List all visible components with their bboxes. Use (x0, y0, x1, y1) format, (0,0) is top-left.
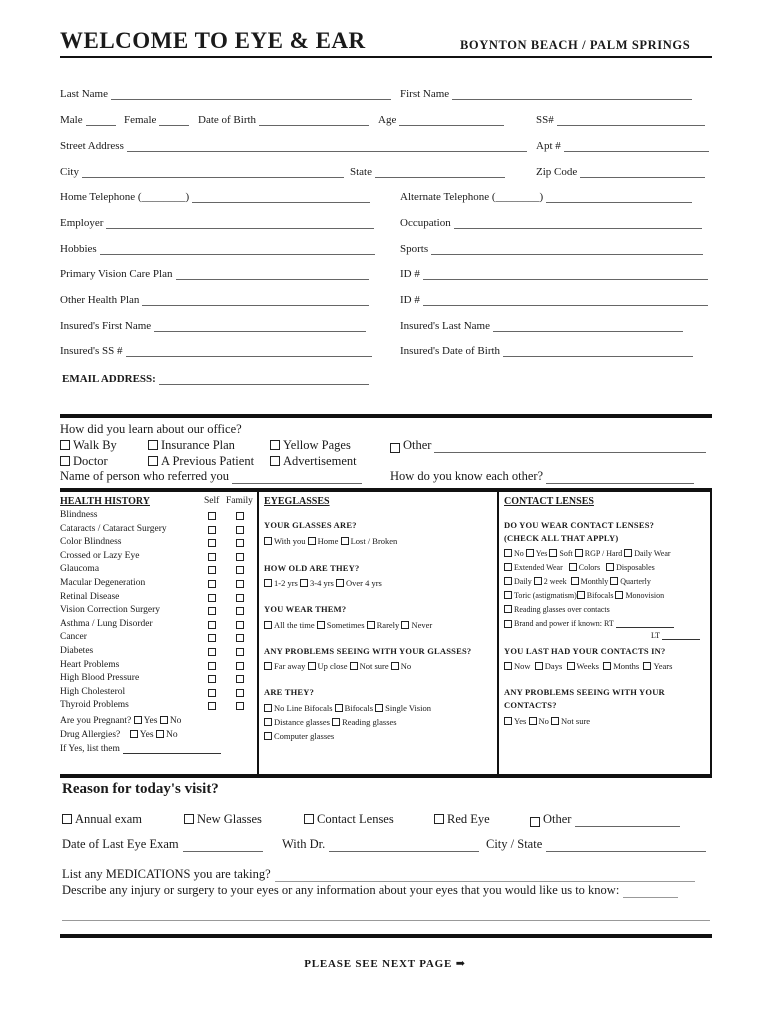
contacts-q2: YOU LAST HAD YOUR CONTACTS IN? (504, 646, 666, 656)
insured-last-field[interactable] (400, 320, 683, 332)
self-checkbox[interactable] (208, 553, 216, 561)
list-allergies-field[interactable]: If Yes, list them (60, 744, 221, 754)
self-checkbox[interactable] (208, 702, 216, 710)
glasses-q2-options[interactable]: 1-2 yrs 3-4 yrs Over 4 yrs (264, 578, 382, 588)
vision-plan-field[interactable] (60, 268, 369, 280)
family-checkbox[interactable] (236, 675, 244, 683)
medications-field[interactable]: List any MEDICATIONS you are taking? (62, 867, 695, 882)
glasses-q2: HOW OLD ARE THEY? (264, 563, 360, 573)
section-rule-1 (60, 414, 712, 418)
family-checkbox[interactable] (236, 566, 244, 574)
checkbox-icon (62, 814, 72, 824)
checkbox-icon (184, 814, 194, 824)
insurance-plan-option[interactable]: Insurance Plan (148, 438, 235, 453)
self-checkbox[interactable] (208, 648, 216, 656)
checkbox-icon (60, 440, 70, 450)
first-name-label: First Name (400, 88, 450, 100)
injury-field[interactable]: Describe any injury or surgery to your eyes or any information about your eyes that you would like us to know: (62, 883, 678, 898)
checkbox-icon (148, 456, 158, 466)
family-header: Family (226, 496, 253, 506)
dob-label: Date of Birth (198, 114, 257, 126)
checkbox-icon (390, 443, 400, 453)
alt-phone-field[interactable] (400, 191, 692, 203)
family-checkbox[interactable] (236, 553, 244, 561)
checkbox-icon (148, 440, 158, 450)
health-item: Diabetes (60, 646, 94, 656)
glasses-q5-options-b[interactable]: Distance glasses Reading glasses (264, 717, 397, 727)
red-eye-option[interactable]: Red Eye (434, 812, 490, 827)
insured-first-label: Insured's First Name (60, 320, 152, 332)
health-plan-field[interactable] (60, 294, 369, 306)
family-checkbox[interactable] (236, 526, 244, 534)
health-item: Cancer (60, 632, 87, 643)
health-item: Asthma / Lung Disorder (60, 618, 153, 629)
self-checkbox[interactable] (208, 662, 216, 670)
zip-field[interactable] (536, 166, 705, 178)
glasses-q1-options[interactable]: With you Home Lost / Broken (264, 536, 397, 546)
self-checkbox[interactable] (208, 526, 216, 534)
id1-label: ID # (400, 268, 420, 280)
injury-line[interactable] (62, 920, 710, 921)
checkbox-icon (304, 814, 314, 824)
glasses-q5-options-a[interactable]: No Line Bifocals Bifocals Single Vision (264, 703, 431, 713)
form-title: WELCOME TO EYE & EAR (60, 28, 366, 53)
health-item: Thyroid Problems (60, 700, 129, 711)
checkbox-icon (270, 440, 280, 450)
column-divider-2 (497, 492, 499, 774)
contacts-q3b: CONTACTS? (504, 700, 557, 710)
insured-ss-label: Insured's SS # (60, 345, 123, 357)
visit-title: Reason for today's visit? (62, 781, 219, 797)
family-checkbox[interactable] (236, 512, 244, 520)
female-field[interactable] (124, 114, 189, 126)
know-field[interactable]: How do you know each other? (390, 469, 694, 484)
lt-field[interactable]: LT (651, 631, 700, 640)
checkbox-icon (60, 456, 70, 466)
contacts-title: CONTACT LENSES (504, 496, 594, 507)
health-item: Heart Problems (60, 659, 120, 670)
with-dr-field[interactable]: With Dr. (282, 837, 479, 852)
family-checkbox[interactable] (236, 634, 244, 642)
insured-dob-field[interactable] (400, 345, 693, 357)
last-name-field[interactable] (60, 88, 391, 100)
doctor-option[interactable]: Doctor (60, 454, 108, 469)
family-checkbox[interactable] (236, 580, 244, 588)
city-state-field[interactable]: City / State (486, 837, 706, 852)
occupation-field[interactable] (400, 217, 702, 229)
female-label: Female (124, 114, 157, 126)
hobbies-field[interactable] (60, 243, 375, 255)
annual-exam-option[interactable]: Annual exam (62, 812, 142, 827)
section-rule-2 (60, 488, 712, 492)
header-rule (60, 56, 712, 58)
street-field[interactable] (60, 140, 527, 152)
other-option[interactable]: Other (390, 438, 706, 453)
health-item: High Cholesterol (60, 686, 126, 697)
self-checkbox[interactable] (208, 539, 216, 547)
insured-dob-label: Insured's Date of Birth (400, 345, 501, 357)
advertisement-option[interactable]: Advertisement (270, 454, 357, 469)
state-label: State (350, 166, 372, 178)
self-checkbox[interactable] (208, 594, 216, 602)
contacts-q2-options[interactable]: Now Days Weeks Months Years (504, 661, 672, 671)
family-checkbox[interactable] (236, 607, 244, 615)
health-history-title: HEALTH HISTORY (60, 496, 150, 507)
section-rule-3 (60, 774, 712, 778)
apt-label: Apt # (536, 140, 561, 152)
column-right-border (710, 492, 712, 774)
contacts-row2[interactable]: Extended Wear Colors Disposables (504, 563, 655, 572)
health-item: Color Blindness (60, 537, 122, 548)
family-checkbox[interactable] (236, 689, 244, 697)
male-field[interactable] (60, 114, 116, 126)
first-name-field[interactable] (400, 88, 692, 100)
previous-patient-option[interactable]: A Previous Patient (148, 454, 254, 469)
self-checkbox[interactable] (208, 607, 216, 615)
contacts-q3: ANY PROBLEMS SEEING WITH YOUR (504, 687, 665, 697)
street-label: Street Address (60, 140, 124, 152)
family-checkbox[interactable] (236, 621, 244, 629)
checkbox-icon (270, 456, 280, 466)
glasses-q3-options[interactable]: All the time Sometimes Rarely Never (264, 620, 432, 630)
health-item: Vision Correction Surgery (60, 605, 161, 616)
self-header: Self (204, 496, 220, 506)
health-item: Blindness (60, 510, 98, 520)
walk-by-option[interactable]: Walk By (60, 438, 117, 453)
glasses-q5-options-c[interactable]: Computer glasses (264, 731, 334, 741)
email-label: EMAIL ADDRESS: (62, 373, 156, 385)
sports-label: Sports (400, 243, 429, 255)
contact-lenses-option[interactable]: Contact Lenses (304, 812, 394, 827)
insured-ss-field[interactable] (60, 345, 372, 357)
contacts-q1b: (CHECK ALL THAT APPLY) (504, 533, 619, 543)
contacts-row5[interactable]: Reading glasses over contacts (504, 605, 610, 614)
insured-first-field[interactable] (60, 320, 366, 332)
health-item: Retinal Disease (60, 591, 120, 602)
state-field[interactable] (350, 166, 505, 178)
family-checkbox[interactable] (236, 662, 244, 670)
checkbox-icon (434, 814, 444, 824)
contacts-q1: DO YOU WEAR CONTACT LENSES? (504, 520, 655, 530)
checkbox-icon (160, 716, 168, 724)
city-label: City (60, 166, 79, 178)
contacts-row3[interactable]: Daily 2 week Monthly Quarterly (504, 577, 651, 586)
health-item: Macular Degeneration (60, 578, 146, 588)
hobbies-label: Hobbies (60, 243, 97, 255)
health-item: High Blood Pressure (60, 673, 140, 684)
apt-field[interactable] (536, 140, 709, 152)
zip-label: Zip Code (536, 166, 578, 178)
new-glasses-option[interactable]: New Glasses (184, 812, 262, 827)
occupation-label: Occupation (400, 217, 451, 229)
checkbox-icon (530, 817, 540, 827)
allergies-question[interactable]: Drug Allergies? Yes No (60, 730, 178, 740)
vision-plan-label: Primary Vision Care Plan (60, 268, 173, 280)
self-checkbox[interactable] (208, 634, 216, 642)
city-field[interactable] (60, 166, 344, 178)
home-phone-field[interactable] (60, 191, 370, 203)
checkbox-icon (156, 730, 164, 738)
age-field[interactable] (378, 114, 504, 126)
location-text: BOYNTON BEACH / PALM SPRINGS (460, 38, 691, 52)
family-checkbox[interactable] (236, 648, 244, 656)
contacts-q3-options[interactable]: Yes No Not sure (504, 716, 590, 726)
pregnant-question[interactable]: Are you Pregnant? Yes No (60, 716, 182, 726)
self-checkbox[interactable] (208, 621, 216, 629)
family-checkbox[interactable] (236, 702, 244, 710)
referred-by-field[interactable]: Name of person who referred you (60, 469, 362, 484)
glasses-q4-options[interactable]: Far away Up close Not sure No (264, 661, 411, 671)
health-item: Glaucoma (60, 564, 100, 575)
checkbox-icon (134, 716, 142, 724)
id2-label: ID # (400, 294, 420, 306)
ssn-label: SS# (536, 114, 554, 126)
glasses-q1: YOUR GLASSES ARE? (264, 520, 357, 530)
yellow-pages-option[interactable]: Yellow Pages (270, 438, 351, 453)
employer-field[interactable] (60, 217, 374, 229)
referral-question: How did you learn about our office? (60, 422, 242, 436)
section-rule-4 (60, 934, 712, 938)
column-divider-1 (257, 492, 259, 774)
contacts-row4[interactable]: Toric (astigmatism) Bifocals Monovision (504, 591, 664, 600)
health-item: Crossed or Lazy Eye (60, 550, 140, 561)
home-phone-label: Home Telephone (________) (60, 191, 190, 203)
glasses-q4: ANY PROBLEMS SEEING WITH YOUR GLASSES? (264, 646, 472, 656)
last-name-label: Last Name (60, 88, 108, 100)
self-checkbox[interactable] (208, 566, 216, 574)
self-checkbox[interactable] (208, 689, 216, 697)
age-label: Age (378, 114, 397, 126)
dob-field[interactable] (198, 114, 369, 126)
brand-power-field[interactable]: Brand and power if known: RT (504, 619, 674, 628)
id1-field[interactable] (400, 268, 708, 280)
next-page-text: PLEASE SEE NEXT PAGE ➡ (304, 958, 466, 970)
eyeglasses-title: EYEGLASSES (264, 496, 330, 507)
glasses-q5: ARE THEY? (264, 687, 315, 697)
glasses-q3: YOU WEAR THEM? (264, 604, 347, 614)
self-checkbox[interactable] (208, 675, 216, 683)
health-plan-label: Other Health Plan (60, 294, 140, 306)
male-label: Male (60, 114, 83, 126)
contacts-row1[interactable]: No Yes Soft RGP / Hard Daily Wear (504, 549, 671, 558)
health-item: Cataracts / Cataract Surgery (60, 523, 167, 534)
insured-last-label: Insured's Last Name (400, 320, 490, 332)
id2-field[interactable] (400, 294, 708, 306)
visit-other-option[interactable]: Other (530, 812, 680, 827)
family-checkbox[interactable] (236, 594, 244, 602)
last-exam-field[interactable]: Date of Last Eye Exam (62, 837, 263, 852)
sports-field[interactable] (400, 243, 703, 255)
self-checkbox[interactable] (208, 512, 216, 520)
self-checkbox[interactable] (208, 580, 216, 588)
employer-label: Employer (60, 217, 104, 229)
family-checkbox[interactable] (236, 539, 244, 547)
checkbox-icon (130, 730, 138, 738)
email-field[interactable] (62, 373, 369, 385)
ssn-field[interactable] (536, 114, 705, 126)
alt-phone-label: Alternate Telephone (________) (400, 191, 544, 203)
